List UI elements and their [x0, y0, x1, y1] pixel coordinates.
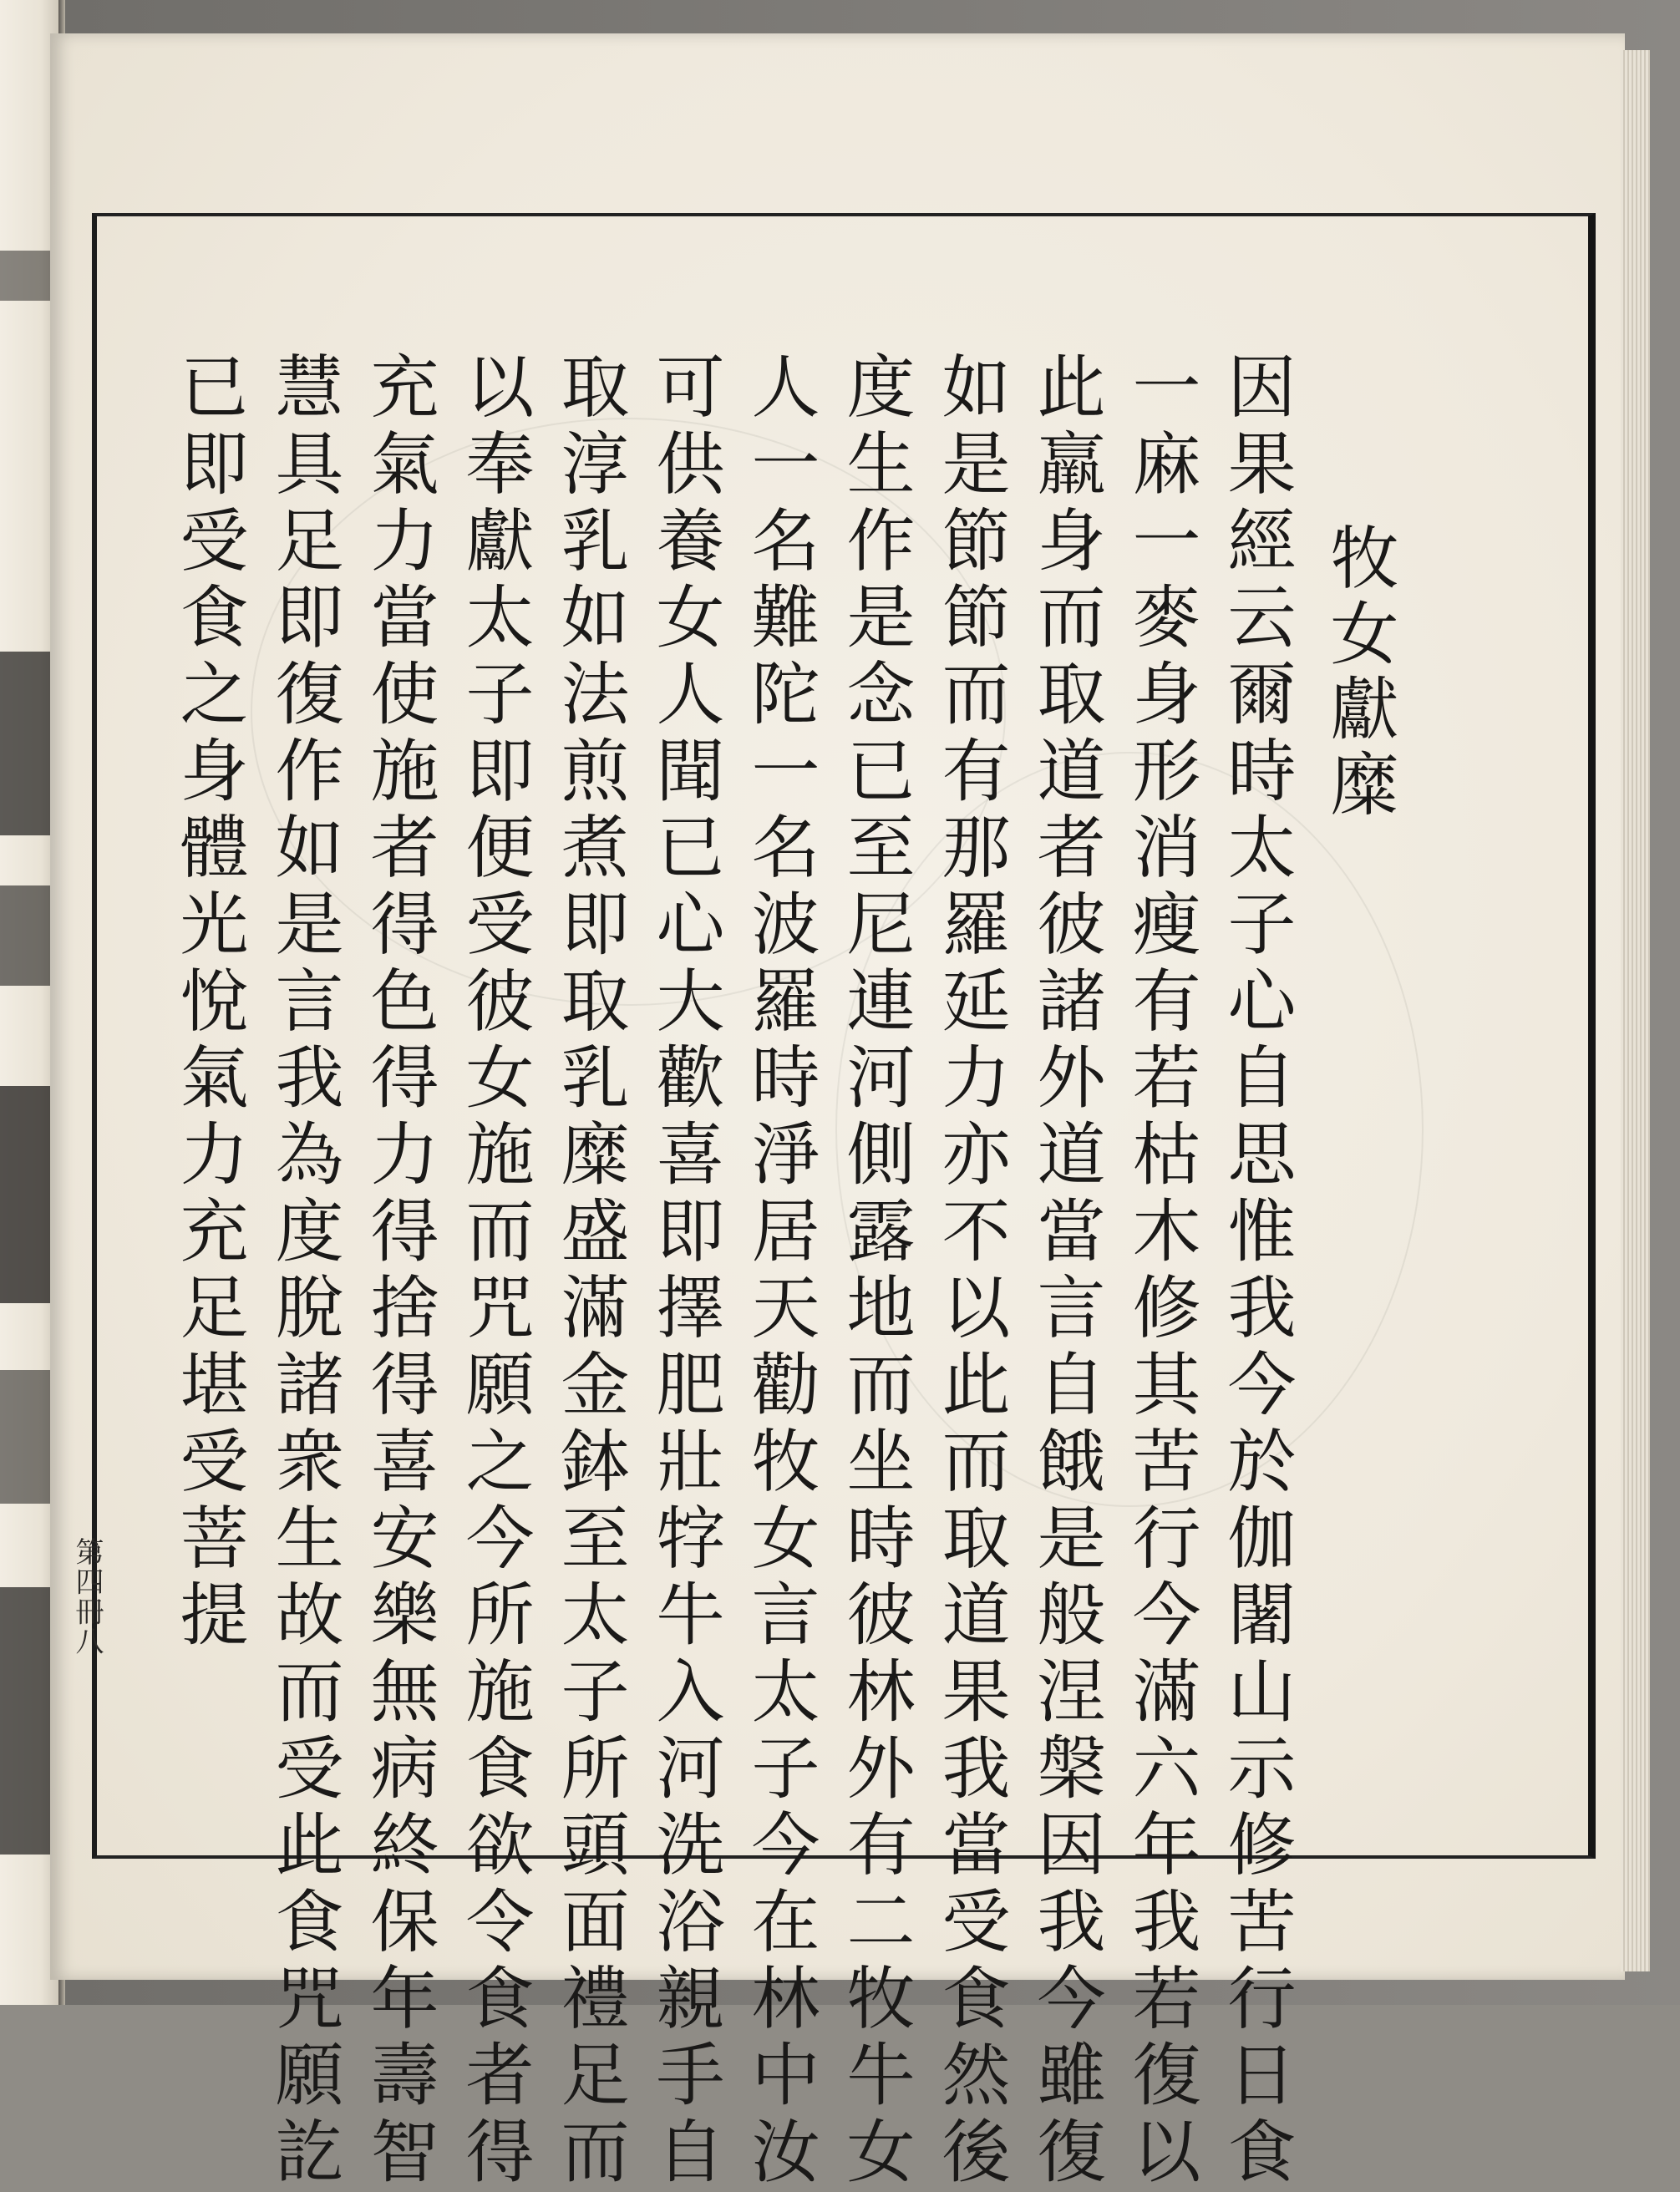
- article-title: 牧女獻糜: [1319, 522, 1398, 824]
- text-column: 以奉獻太子即便受彼女施而咒願之今所施食欲令食者得: [454, 351, 534, 2192]
- text-column: 一麻一麥身形消瘦有若枯木修其苦行今滿六年我若復以: [1121, 351, 1200, 2192]
- page-edge-stack: [1621, 50, 1650, 1971]
- text-column: 慧具足即復作如是言我為度脫諸衆生故而受此食咒願訖: [264, 351, 343, 2192]
- text-column: 取淳乳如法煎煮即取乳糜盛滿金鉢至太子所頭面禮足而: [550, 351, 629, 2192]
- text-column: 因果經云爾時太子心自思惟我今於伽闍山示修苦行日食: [1216, 351, 1296, 2192]
- text-column: 如是節節而有那羅延力亦不以此而取道果我當受食然後: [931, 351, 1010, 2192]
- folio-marker: 第四冊八: [70, 1537, 104, 1657]
- text-column: 充氣力當使施者得色得力得捨得喜安樂無病終保年壽智: [359, 351, 439, 2192]
- text-column: 此羸身而取道者彼諸外道當言自餓是般涅槃因我今雖復: [1026, 351, 1105, 2192]
- text-column: 度生作是念已至尼連河側露地而坐時彼林外有二牧牛女: [835, 351, 915, 2192]
- text-column: 人一名難陀一名波羅時淨居天勸牧女言太子今在林中汝: [740, 351, 820, 2192]
- text-column: 已即受食之身體光悅氣力充足堪受菩提: [169, 351, 248, 1656]
- text-column: 可供養女人聞已心大歡喜即擇肥壯牸牛入河洗浴親手自: [645, 351, 724, 2192]
